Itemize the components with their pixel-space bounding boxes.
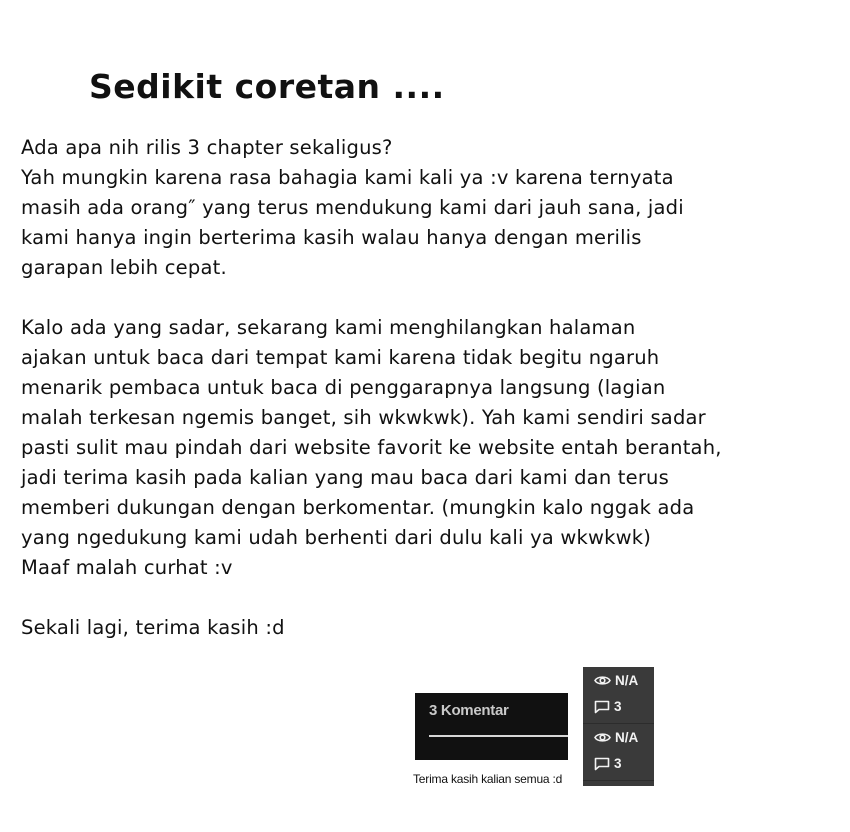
paragraph-gap (21, 583, 846, 613)
eye-icon (594, 674, 611, 687)
paragraph (21, 133, 846, 283)
text-line: yang ngedukung kami udah berhenti dari dulu kali ya wkwkwk) (21, 526, 652, 549)
text-line: garapan lebih cepat. (21, 256, 227, 279)
eye-icon (594, 731, 611, 744)
views-value: N/A (615, 730, 639, 745)
text-line: kami hanya ingin berterima kasih walau hanya dengan merilis (21, 226, 642, 249)
views-stat (594, 730, 638, 745)
text-line: ajakan untuk baca dari tempat kami karena tidak begitu ngaruh (21, 346, 660, 369)
text-line: menarik pembaca untuk baca di penggarapnya langsung (lagian (21, 376, 666, 399)
stats-group[interactable] (583, 667, 654, 724)
comment-card[interactable] (415, 693, 568, 760)
text-line: jadi terima kasih pada kalian yang mau baca dari kami dan terus (21, 466, 669, 489)
comment-count-label[interactable]: 3 Komentar (429, 702, 509, 719)
stats-group[interactable] (583, 724, 654, 781)
views-stat (594, 673, 638, 688)
text-line: pasti sulit mau pindah dari website favorit ke website entah berantah, (21, 436, 722, 459)
comments-stat (594, 699, 622, 714)
text-line: malah terkesan ngemis banget, sih wkwkwk). Yah kami sendiri sadar (21, 406, 706, 429)
comment-card-underline (429, 735, 568, 737)
paragraph-gap (21, 283, 846, 313)
views-value: N/A (615, 673, 639, 688)
comments-value: 3 (614, 756, 622, 771)
comments-value: 3 (614, 699, 622, 714)
caption-text: Terima kasih kalian semua :d (413, 772, 563, 786)
text-line: memberi dukungan dengan berkomentar. (mungkin kalo nggak ada (21, 496, 695, 519)
text-line: Yah mungkin karena rasa bahagia kami kali ya :v karena ternyata (21, 166, 674, 189)
speech-bubble-icon (594, 757, 610, 771)
text-line: Kalo ada yang sadar, sekarang kami menghilangkan halaman (21, 316, 636, 339)
text-line: masih ada orang″ yang terus mendukung kami dari jauh sana, jadi (21, 196, 684, 219)
text-line: Sekali lagi, terima kasih :d (21, 616, 285, 639)
speech-bubble-icon (594, 700, 610, 714)
text-line: Ada apa nih rilis 3 chapter sekaligus? (21, 136, 393, 159)
text-line: Maaf malah curhat :v (21, 556, 233, 579)
comments-stat (594, 756, 622, 771)
paragraph (21, 313, 846, 583)
stats-panel (583, 667, 654, 786)
post-body (21, 133, 846, 643)
page-title: Sedikit coretan .... (89, 67, 445, 106)
paragraph (21, 613, 846, 643)
